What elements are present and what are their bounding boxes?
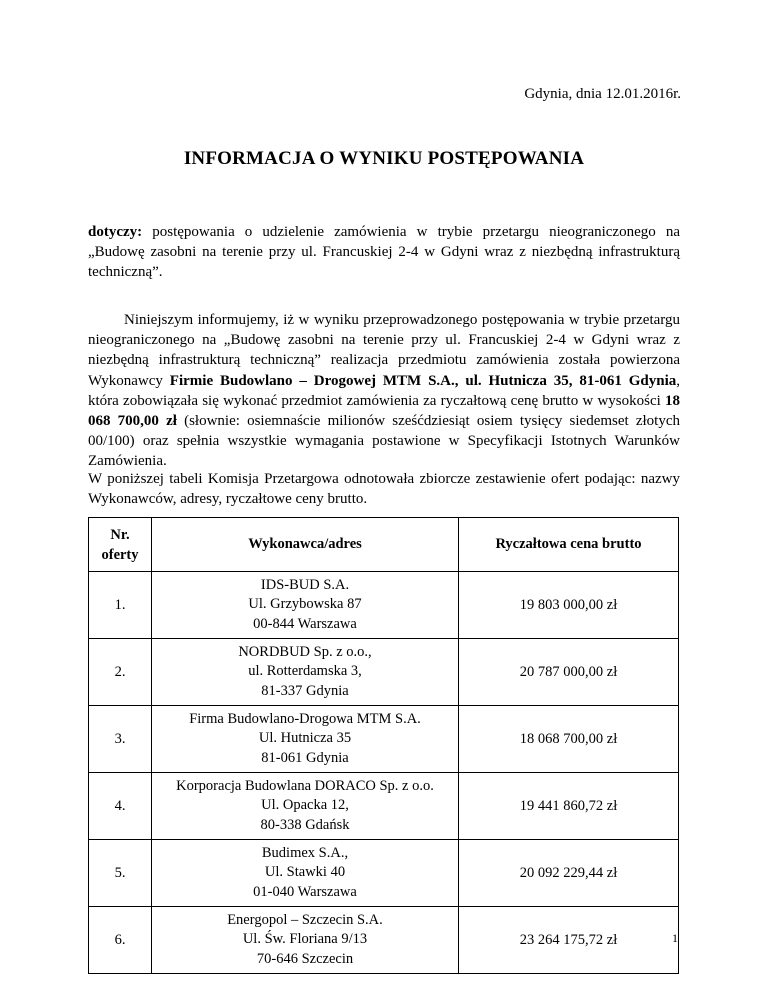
contractor-name: Budimex S.A.,: [261, 844, 349, 861]
offer-number: 6.: [89, 907, 152, 974]
header-nr-line1: Nr.: [110, 526, 130, 543]
table-header-row: [89, 518, 679, 572]
result-paragraph: [88, 310, 680, 472]
offer-price: 23 264 175,72 zł: [459, 907, 679, 974]
contractor-name: Korporacja Budowlana DORACO Sp. z o.o.: [176, 777, 434, 794]
contractor-name: Firma Budowlano-Drogowa MTM S.A.: [189, 710, 421, 727]
subject-label: dotyczy:: [88, 224, 143, 240]
offer-price: 18 068 700,00 zł: [459, 706, 679, 773]
contractor-city: 80-338 Gdańsk: [260, 816, 350, 833]
result-text-part3: (słownie: osiemnaście milionów sześćdziesiąt osiem tysięcy siedemset złotych 00/100) oraz spełnia wszystkie wymagania postawione w Specyfikacji Istotnych Warunków Zamówienia.: [88, 413, 680, 470]
table-row: [89, 706, 679, 773]
contractor-cell: [152, 773, 459, 840]
offer-number: 5.: [89, 840, 152, 907]
table-row: [89, 840, 679, 907]
subject-paragraph: [88, 222, 680, 282]
result-text-part2: , która zobowiązała się wykonać przedmiot zamówienia za ryczałtową cenę brutto w wysokości: [88, 372, 680, 409]
contractor-city: 01-040 Warszawa: [253, 883, 357, 900]
result-text-part1: Niniejszym informujemy, iż w wyniku przeprowadzonego postępowania w trybie przetargu nieograniczonego na „Budowę zasobni na terenie przy ul. Francuskiej 2-4 w Gdyni wraz z niezbędną infrastrukturą techniczną” realizacja przedmiotu zamówienia została powierzona Wykonawcy: [88, 312, 680, 389]
contractor-street: Ul. Opacka 12,: [261, 797, 349, 814]
table-row: [89, 773, 679, 840]
contractor-cell: [152, 572, 459, 639]
contractor-street: Ul. Stawki 40: [264, 864, 346, 881]
table-row: [89, 572, 679, 639]
page-number: 1: [672, 931, 678, 945]
contractor-street: Ul. Grzybowska 87: [248, 596, 362, 613]
contractor-city: 81-337 Gdynia: [261, 682, 349, 699]
contractor-name: Energopol – Szczecin S.A.: [227, 911, 383, 928]
header-contractor: Wykonawca/adres: [152, 518, 459, 572]
contractor-city: 70-646 Szczecin: [256, 950, 354, 967]
offer-number: 2.: [89, 639, 152, 706]
offer-price: 19 441 860,72 zł: [459, 773, 679, 840]
offer-number: 3.: [89, 706, 152, 773]
contractor-name: NORDBUD Sp. z o.o.,: [238, 643, 372, 660]
offer-number: 1.: [89, 572, 152, 639]
header-nr-line2: oferty: [101, 546, 139, 563]
offer-number: 4.: [89, 773, 152, 840]
contractor-name: IDS-BUD S.A.: [260, 576, 350, 593]
offer-price: 20 787 000,00 zł: [459, 639, 679, 706]
contractor-cell: [152, 907, 459, 974]
contractor-city: 00-844 Warszawa: [253, 615, 357, 632]
contractor-street: ul. Rotterdamska 3,: [248, 663, 362, 680]
winner-amount: 18 068 700,00 zł: [88, 392, 680, 430]
table-intro: W poniższej tabeli Komisja Przetargowa odnotowała zbiorcze zestawienie ofert podając: nazwy Wykonawców, adresy, ryczałtowe ceny brutto.: [88, 471, 680, 507]
contractor-cell: [152, 639, 459, 706]
header-offer-number: [89, 518, 152, 572]
contractor-city: 81-061 Gdynia: [261, 749, 349, 766]
table-row: [89, 639, 679, 706]
subject-text: postępowania o udzielenie zamówienia w trybie przetargu nieograniczonego na „Budowę zasobni na terenie przy ul. Francuskiej 2-4 w Gdyni wraz z niezbędną infrastrukturą techniczną”.: [88, 224, 680, 280]
contractor-street: Ul. Św. Floriana 9/13: [242, 931, 368, 948]
contractor-cell: [152, 840, 459, 907]
place-date: Gdynia, dnia 12.01.2016r.: [524, 86, 681, 102]
offer-price: 19 803 000,00 zł: [459, 572, 679, 639]
document-title: INFORMACJA O WYNIKU POSTĘPOWANIA: [183, 148, 585, 169]
contractor-street: Ul. Hutnicza 35: [258, 730, 352, 747]
winner-name: Firmie Budowlano – Drogowej MTM S.A., ul. Hutnicza 35, 81-061 Gdynia: [169, 372, 677, 389]
offer-price: 20 092 229,44 zł: [459, 840, 679, 907]
header-price: Ryczałtowa cena brutto: [459, 518, 679, 572]
contractor-cell: [152, 706, 459, 773]
table-row: [89, 907, 679, 974]
offers-table: [88, 517, 679, 974]
